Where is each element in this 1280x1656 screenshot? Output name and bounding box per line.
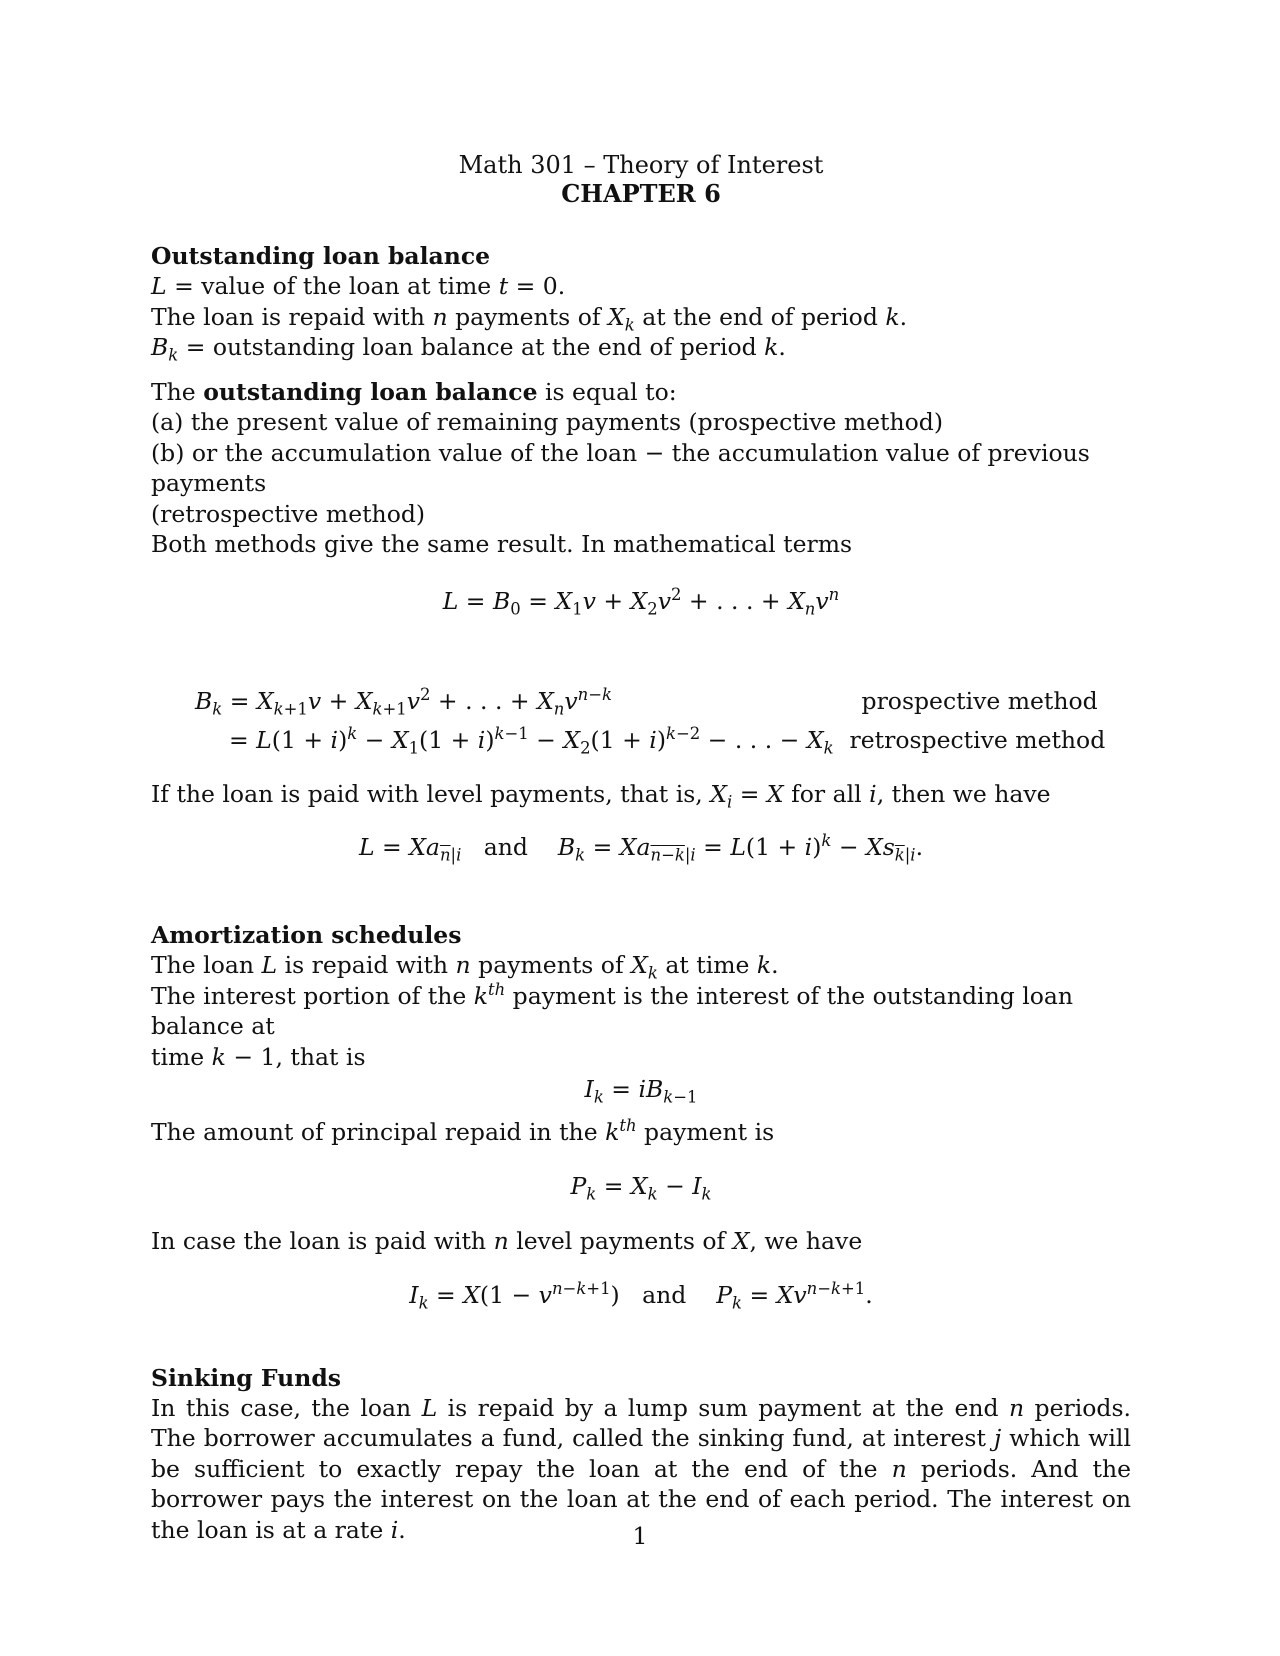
sinking-paragraph: In this case, the loan L is repaid by a lump sum payment at the end n periods. The borrower accumulates a fund, called the sinking fund, at interest j which will be sufficient to exactly repay the loan at the end of the n periods. And the borrower pays the interest on the loan at the end of each period. The interest on the loan is at a rate i. xyxy=(151,1393,1132,1544)
amortization-line3: time k − 1, that is xyxy=(151,1042,366,1071)
definition-Bk: $B_k$ = outstanding loan balance at the end of period k. xyxy=(151,333,786,365)
equation-interest: $I_k = iB_{k-1}$ xyxy=(584,1075,698,1107)
section-heading-outstanding: Outstanding loan balance xyxy=(151,242,491,270)
amortization-line2: The interest portion of the $k^{th}$ payment is the interest of the outstanding loan balance at xyxy=(151,979,1074,1040)
equation-level-amortization: $I_k = X(1 - v^{n-k+1})$ and $P_k = Xv^{n-k+1}$. xyxy=(409,1279,873,1313)
principal-text: The amount of principal repaid in the $k^{th}$ payment is xyxy=(151,1115,775,1146)
equation-level: $L = Xa_{\overline{n}|i}$ and $B_k = Xa_{n-k|i} = L(1 + i)^k - Xs_{\overline{k}|i}$. xyxy=(358,830,924,865)
balance-paragraph: The outstanding loan balance is equal to: xyxy=(151,377,677,406)
definition-payments: The loan is repaid with n payments of $X_k$ at the end of period k. xyxy=(151,302,908,335)
page-number: 1 xyxy=(632,1522,648,1550)
level-payments-text: If the loan is paid with level payments, that is, $X_i = X$ for all i, then we have xyxy=(151,780,1051,812)
level-case-text: In case the loan is paid with n level payments of X, we have xyxy=(151,1226,863,1255)
section-heading-sinking: Sinking Funds xyxy=(151,1363,341,1392)
definition-L: L = value of the loan at time t = 0. xyxy=(151,272,566,300)
prospective-label: prospective method xyxy=(861,687,1098,715)
method-b: (b) or the accumulation value of the loan − the accumulation value of previous payments xyxy=(151,438,1090,497)
methods-same: Both methods give the same result. In mathematical terms xyxy=(151,530,853,558)
amortization-line1: The loan L is repaid with n payments of $X_k$ at time k. xyxy=(151,951,779,983)
method-a: (a) the present value of remaining payments (prospective method) xyxy=(151,408,943,436)
section-heading-amortization: Amortization schedules xyxy=(151,921,462,949)
chapter-heading: CHAPTER 6 xyxy=(561,179,721,208)
equation-principal: $P_k = X_k - I_k$ xyxy=(570,1172,712,1204)
method-b-cont: (retrospective method) xyxy=(151,499,426,528)
retrospective-label: retrospective method xyxy=(849,725,1106,754)
document-page xyxy=(151,150,1131,1545)
equation-loan-value: $L = B_0 = X_1v + X_2v^2$ + . . . + $X_nv^n$ xyxy=(442,584,840,619)
document-title: Math 301 – Theory of Interest xyxy=(458,151,824,179)
equation-balance: $B_k = X_{k+1}v + X_{k+1}v^2$ + . . . + $X_nv^{n-k}$ prospective method = $L(1 + i)^k - X_1(1 + i)^{k-1} - X_2(1 + i)^{k-2}$ − . . . − $X_k$ retrospective method xyxy=(195,685,1106,758)
